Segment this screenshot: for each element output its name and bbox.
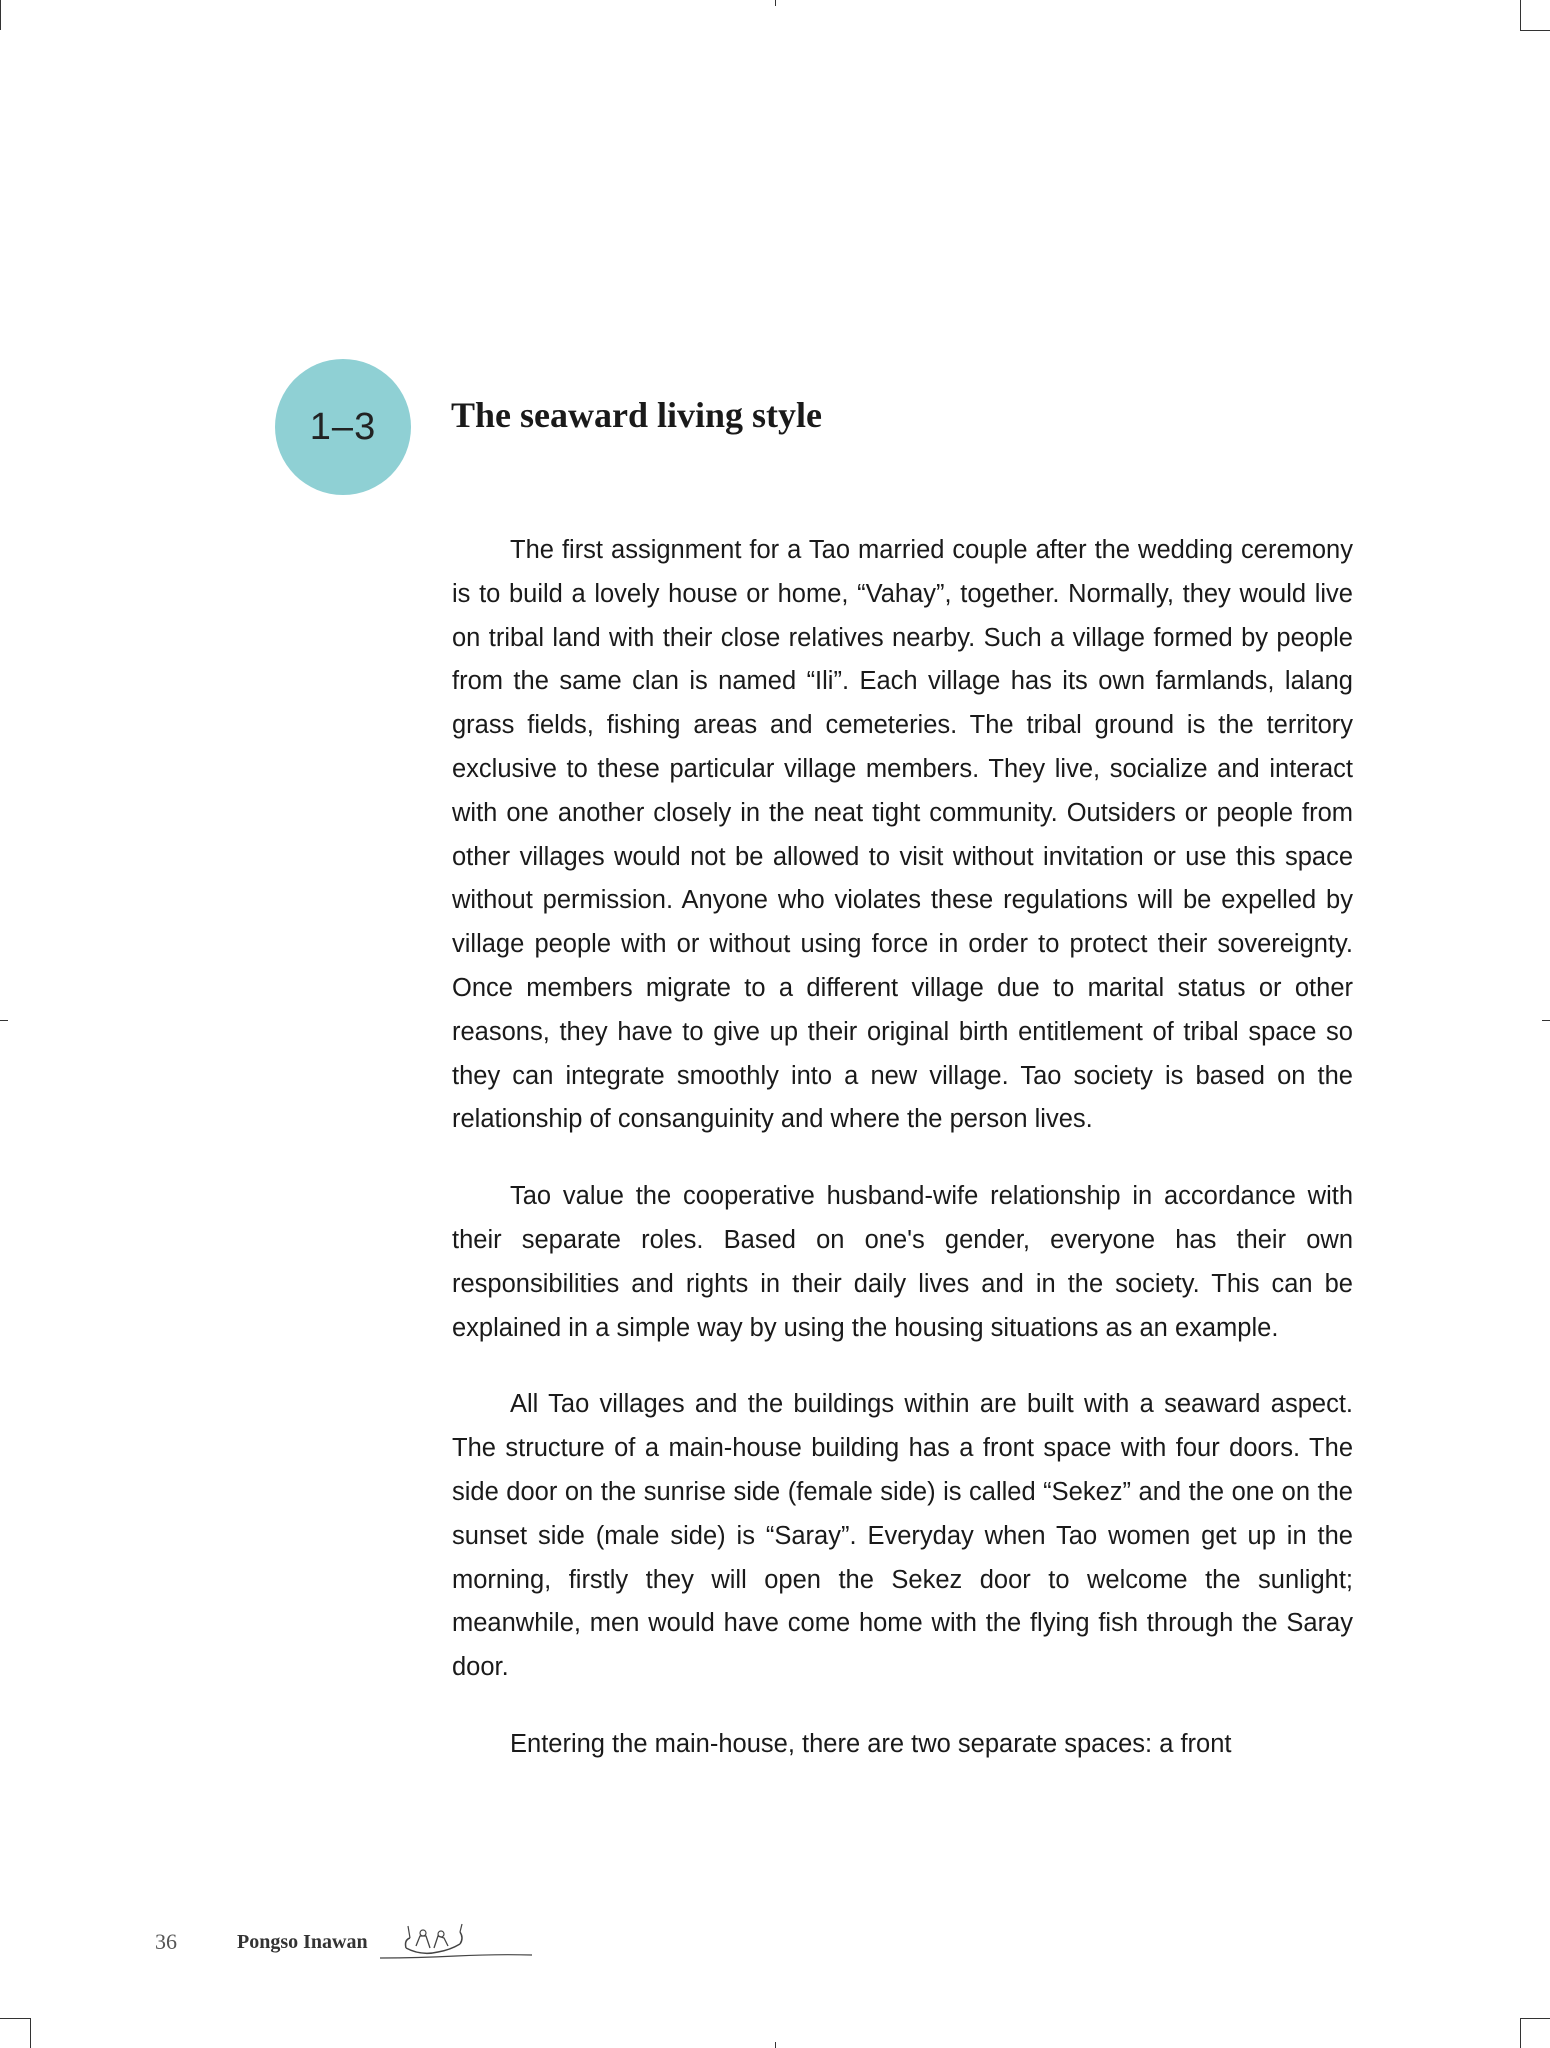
paragraph: Entering the main-house, there are two separate spaces: a front (510, 1729, 1232, 1758)
crop-mark (1542, 1020, 1550, 1021)
section-number-badge (275, 359, 411, 495)
boat-sketch-icon (376, 1922, 536, 1962)
crop-mark (30, 2018, 31, 2048)
paragraph: Tao value the cooperative husband-wife relationship in accordance with their separate roles. Based on one's gender, everyone has their own responsibilities and rights in their daily lives and in the society. This can be explained in a simple way by using the housing situations as an example. (452, 1182, 1353, 1342)
page-number: 36 (155, 1929, 177, 1954)
paragraph: The first assignment for a Tao married couple after the wedding ceremony is to build a lovely house or home, “Vahay”, together. Normally, they would live on tribal land with their close relatives nearby. Such a village formed by people from the same clan is named “Ili”. Each village has its own farmlands, lalang grass fields, fishing areas and cemeteries. The tribal ground is the territory exclusive to these particular village members. They live, socialize and interact with one another closely in the neat tight community. Outsiders or people from other villages would not be allowed to visit without invitation or use this space without permission. Anyone who violates these regulations will be expelled by village people with or without using force in order to protect their sovereignty. Once members migrate to a different village due to marital status or other reasons, they have to give up their original birth entitlement of tribal space so they can integrate smoothly into a new village. Tao society is based on the relationship of consanguinity and where the person lives. (452, 536, 1353, 1134)
crop-mark (775, 2042, 776, 2048)
body-text (452, 529, 1353, 1800)
crop-mark (1520, 2018, 1521, 2048)
section-number: 1–3 (309, 405, 377, 448)
section-title: The seaward living style (451, 395, 823, 435)
crop-mark (1520, 2018, 1550, 2019)
book-title: Pongso Inawan (237, 1930, 368, 1953)
crop-mark (0, 2018, 30, 2019)
page-footer (155, 1922, 536, 1962)
crop-mark (775, 0, 776, 6)
crop-mark (1520, 0, 1521, 30)
crop-mark (0, 0, 1, 30)
crop-mark (1520, 30, 1550, 31)
crop-mark (0, 1020, 8, 1021)
paragraph: All Tao villages and the buildings within are built with a seaward aspect. The structure of a main-house building has a front space with four doors. The side door on the sunrise side (female side) is called “Sekez” and the one on the sunset side (male side) is “Saray”. Everyday when Tao women get up in the morning, firstly they will open the Sekez door to welcome the sunlight; meanwhile, men would have come home with the flying fish through the Saray door. (452, 1390, 1353, 1682)
